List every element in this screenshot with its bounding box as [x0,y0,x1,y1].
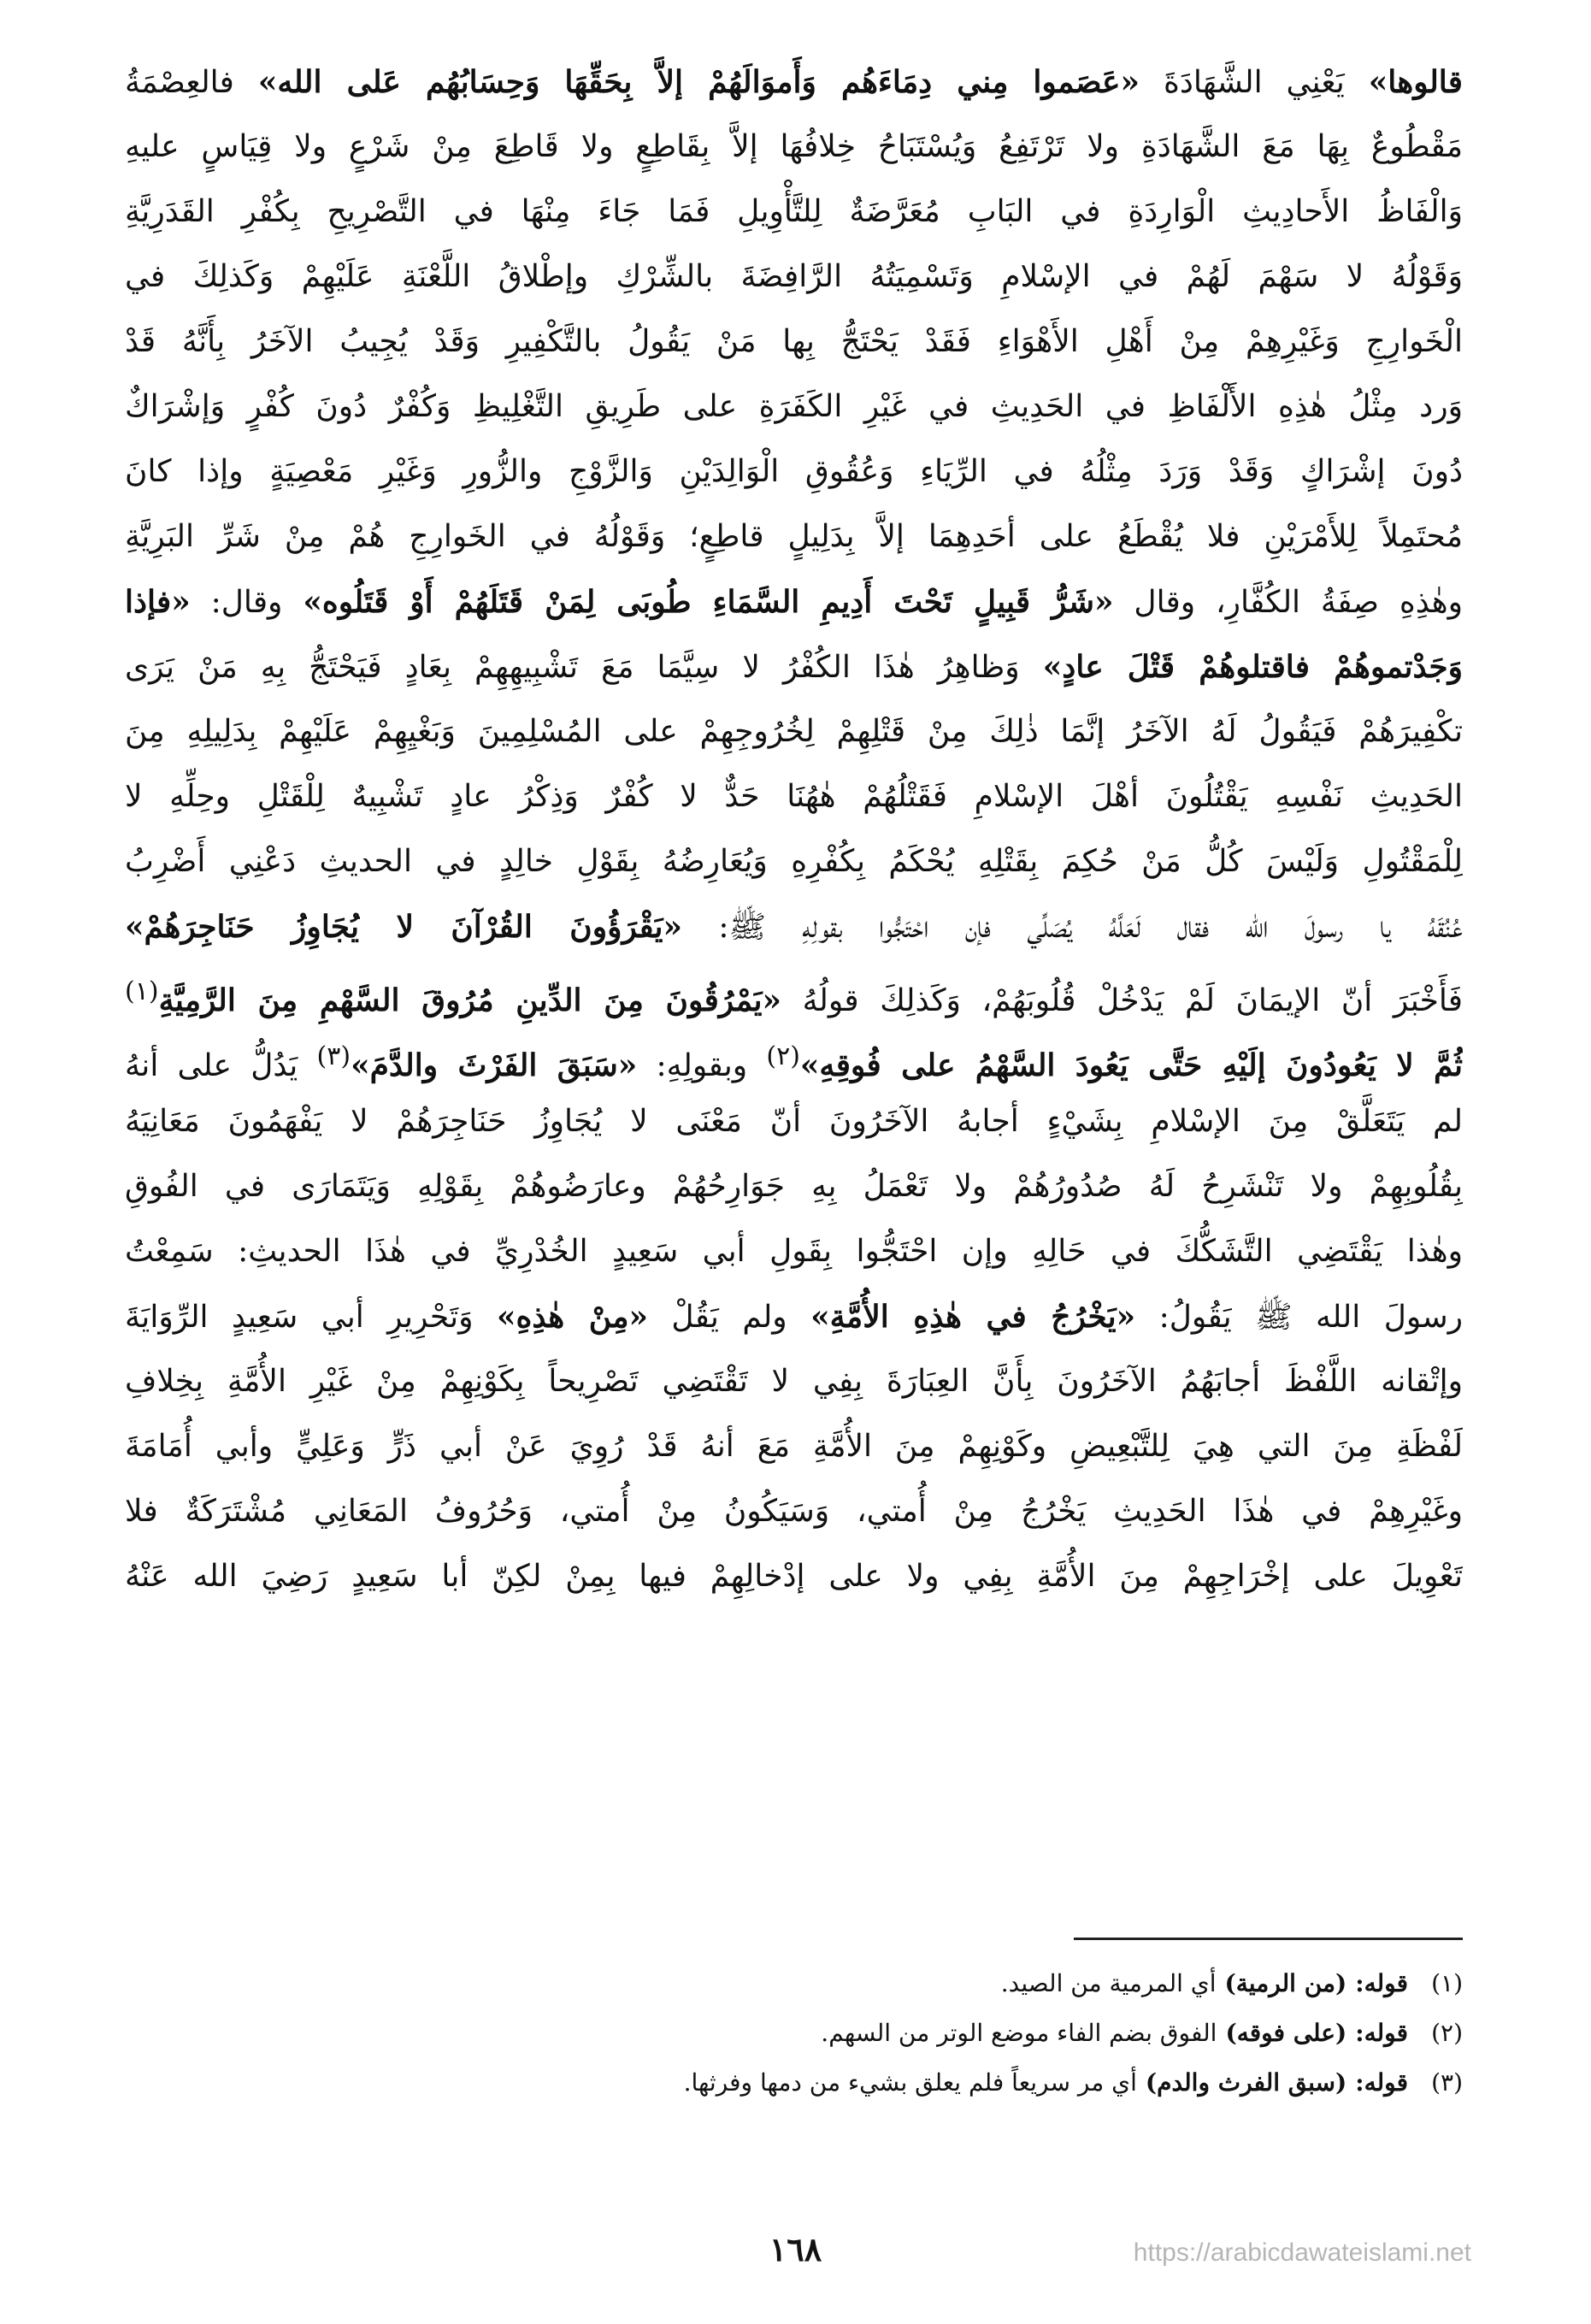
quote-text: وَجَدْتموهُمْ فاقتلوهُمْ قَتْلَ عادٍ» [1042,649,1463,685]
footnote-keyword: قوله: [1355,1968,1408,1997]
text-line [125,1219,1463,1284]
quote-text: «شَرُّ قَبِيلٍ تَحْتَ أَدِيمِ السَّمَاءِ طُوبَى لِمَنْ قَتَلَهُمْ أَوْ قَتَلُوه» [303,584,1114,620]
text-line [125,959,1463,1024]
body-text-segment: فَأَخْبَرَ أنّ الإيمَانَ لَمْ يَدْخُلْ قُلُوبَهُمْ، وَكَذلِكَ قولُهُ [781,983,1463,1018]
footnote-ref: (٢) [766,1041,800,1071]
body-text-segment: مَقْطُوعٌ بِهَا مَعَ الشَّهَادَةِ ولا تَرْتَفِعُ وَيُسْتَبَاحُ خِلافُهَا إلاَّ بِقَاطِعٍ ولا قَاطِعَ مِنْ شَرْعٍ ولا قِيَاسٍ عليهِ [125,129,1463,164]
body-text-segment: يَدُلُّ على أنهُ [125,1048,317,1083]
body-text-segment: الْخَوارِجِ وَغَيْرِهِمْ مِنْ أَهْلِ الأَهْوَاءِ فَقَدْ يَحْتَجُّ بِها مَنْ يَقُولُ بالتَّكْفِيرِ وَقَدْ يُجِيبُ الآخَرُ بِأَنَّهُ قَدْ [125,324,1463,359]
page-number: ١٦٨ [769,2230,822,2268]
footnote-keyword: قوله: [1355,2018,1408,2047]
text-line [125,1479,1463,1544]
body-text-segment: وغَيْرِهِمْ في هٰذَا الحَدِيثِ يَخْرُجُ مِنْ أُمتي، وَسَيَكُونُ مِنْ أُمتي، وَحُرُوفُ المَعَانِي مُشْتَرَكَةٌ فلا [125,1494,1463,1529]
body-text-segment: الحَدِيثِ نَفْسِهِ يَقْتُلُونَ أهْلَ الإسْلامِ فَقَتْلُهُمْ هٰهُنَا حَدٌّ لا كُفْرٌ وَذِكْرُ عادٍ تَشْبِيهٌ لِلْقَتْلِ وحِلِّهِ لا [125,779,1463,814]
body-text-segment: دُونَ إشْرَاكٍ وَقَدْ وَرَدَ مِثْلُهُ في الرِّيَاءِ وَعُقُوقِ الْوَالِدَيْنِ وَالزَّوْجِ والزُّورِ وَغَيْرِ مَعْصِيَةٍ وإذا كانَ [125,454,1463,489]
body-text-segment: تَعْوِيلَ على إخْرَاجِهِمْ مِنَ الأُمَّةِ بِفِي ولا على إدْخالِهِمْ فيها بِمِنْ لكِنّ أبا سَعِيدٍ رَضِيَ الله عَنْهُ [125,1559,1463,1594]
footnote-ref: (٣) [316,1041,351,1071]
footnote-keyword: قوله: [1355,2067,1408,2097]
body-text-segment: وَظاهِرُ هٰذَا الكُفْرُ لا سِيَّمَا مَعَ تَشْبِيهِهِمْ بِعَادٍ فَيَحْتَجُّ بِهِ مَنْ يَرَى [125,650,1043,685]
text-line [125,1154,1463,1219]
text-line [125,180,1463,245]
footnote-text: الفوق بضم الفاء موضع الوتر من السهم. [821,2018,1217,2047]
footnote-number: (٣) [1431,2067,1463,2097]
body-text-segment: وَرد مِثْلُ هٰذِهِ الأَلْفَاظِ في الحَدِيثِ في غَيْرِ الكَفَرَةِ على طَرِيقِ التَّغْلِيظِ وَكُفْرٌ دُونَ كُفْرٍ وَإشْرَاكٌ [125,389,1463,424]
text-line [125,1544,1463,1609]
text-line [125,1089,1463,1154]
text-line [125,634,1463,699]
footnote-term: (على فوقه) [1225,2018,1347,2047]
footnote-number: (٢) [1431,2018,1463,2047]
footnote-number: (١) [1431,1968,1463,1997]
footnote-text: أي مر سريعاً فلم يعلق بشيء من دمها وفرثها. [683,2067,1137,2097]
text-line [125,310,1463,375]
quote-text: «مِنْ هٰذِهِ» [497,1299,648,1335]
body-text-segment: رسولَ الله ﷺ يَقُولُ: [1135,1300,1463,1335]
body-text-segment: وهٰذِهِ صِفَةُ الكُفَّارِ، وقال [1113,585,1463,620]
body-text-segment: وَتَحْرِيرِ أبي سَعِيدٍ الرِّوَايَةَ [125,1300,498,1335]
body-text-segment: وَالْفَاظُ الأَحادِيثِ الْوَارِدَةِ في البَابِ مُعَرَّضَةٌ لِلتَّأْوِيلِ فَمَا جَاءَ مِنْهَا في التَّصْرِيحِ بِكُفْرِ القَدَرِيَّةِ [125,194,1463,229]
body-text-segment: وقال: [190,585,303,620]
body-text-segment: بِقُلُوبِهِمْ ولا تَنْشَرِحُ لَهُ صُدُورُهُمْ ولا تَعْمَلُ بِهِ جَوَارِحُهُمْ وعارَضُوهُمْ بِقَوْلِهِ وَيَتَمَارَى في الفُوقِ [125,1169,1463,1204]
body-text-segment: عُنُقَهُ يا رسولَ الله فقال لَعَلَّهُ يُصَلِّي فإن احْتَجُّوا بقولِهِ ﷺ: [682,910,1463,945]
text-line [125,439,1463,504]
footnote-separator [1074,1938,1463,1940]
text-line [125,50,1463,115]
footnote-term: (من الرمية) [1224,1968,1347,1997]
footnote [125,2008,1463,2057]
text-line [125,115,1463,180]
main-text [125,50,1463,1609]
footnotes [125,1958,1463,2107]
text-line [125,699,1463,764]
quote-text: «يَخْرُجُ في هٰذِهِ الأُمَّةِ» [810,1299,1136,1335]
text-line [125,764,1463,829]
quote-text: «سَبَقَ الفَرْثَ والدَّمَ» [351,1047,638,1083]
text-line [125,1024,1463,1089]
body-text-segment: وإتْقانه اللَّفْظَ أجابَهُمُ الآخَرُونَ بِأَنَّ العِبَارَةَ بِفِي لا تَقْتَضِي تَصْرِيحاً بِكَوْنِهِمْ مِنْ غَيْرِ الأُمَّةِ بِخِلافِ [125,1364,1463,1399]
footnote [125,2057,1463,2107]
text-line [125,1284,1463,1349]
quote-text: قالوها» [1368,64,1463,100]
body-text-segment: تكْفِيرَهُمْ فَيَقُولُ لَهُ الآخَرُ إنَّمَا ذٰلِكَ مِنْ قَتْلِهِمْ لِخُرُوجِهِمْ على المُسْلِمِينَ وَبَغْيِهِمْ عَلَيْهِمْ بِدَلِيلِهِ مِنَ [125,714,1463,749]
text-line [125,1349,1463,1414]
body-text-segment: لَفْظَةِ مِنَ التي هِيَ لِلتَّبْعِيضِ وكَوْنِهِمْ مِنَ الأُمَّةِ مَعَ أنهُ قَدْ رُوِيَ عَنْ أبي ذَرٍّ وَعَلِيٍّ وأبي أُمَامَةَ [125,1429,1463,1464]
quote-text: «عَصَموا مِني دِمَاءَهُم وَأَموَالَهُمْ إلاَّ بِحَقِّهَا وَحِسَابُهُم عَلى الله» [257,64,1140,100]
footnote [125,1958,1463,2008]
text-line [125,375,1463,439]
text-line [125,569,1463,634]
text-line [125,894,1463,959]
body-text-segment: لم يَتَعَلَّقْ مِنَ الإسْلامِ بِشَيْءٍ أجابهُ الآخَرُونَ أنّ مَعْنَى لا يُجَاوِزُ حَنَاجِرَهُمْ لا يَفْهَمُونَ مَعَانِيَهُ [125,1104,1463,1139]
body-text-segment: لِلْمَقْتُولِ وَلَيْسَ كُلُّ مَنْ حُكِمَ بِقَتْلِهِ يُحْكَمُ بِكُفْرِهِ وَيُعَارِضُهُ بِقَوْلِ خالِدٍ في الحديثِ دَعْنِي أَضْرِبُ [125,844,1463,879]
body-text-segment: ولم يَقُلْ [647,1300,811,1335]
text-line [125,504,1463,569]
text-line [125,245,1463,310]
body-text-segment: وَقَوْلُهُ لا سَهْمَ لَهُمْ في الإسْلامِ وَتَسْمِيَتُهُ الرَّافِضَةَ بالشِّرْكِ وإطْلاقُ اللَّعْنَةِ عَلَيْهِمْ وَكَذلِكَ في [125,259,1463,294]
body-text-segment: وهٰذا يَقْتَضِي التَّشَكُّكَ في حَالِهِ وإن احْتَجُّوا بِقَولِ أبي سَعِيدٍ الخُدْرِيِّ في هٰذَا الحديثِ: سَمِعْتُ [125,1234,1463,1269]
footnote-text: أي المرمية من الصيد. [1000,1968,1217,1997]
body-text-segment: فالعِصْمَةُ [125,65,258,100]
footnote-term: (سبق الفرث والدم) [1145,2067,1347,2097]
text-line [125,1414,1463,1479]
body-text-segment: يَعْنِي الشَّهَادَةَ [1140,65,1369,100]
footnote-ref: (١) [125,976,159,1006]
text-line [125,829,1463,894]
body-text-segment: مُحتَمِلاً لِلأَمْرَيْنِ فلا يُقْطَعُ على أحَدِهِمَا إلاَّ بِدَلِيلٍ قاطِعٍ؛ وَقَوْلُهُ في الخَوارِجِ هُمْ مِنْ شَرِّ البَرِيَّةِ [125,519,1463,554]
quote-text: «يَمْرُقُونَ مِنَ الدِّينِ مُرُوقَ السَّهْمِ مِنَ الرَّمِيَّةِ [158,982,781,1018]
quote-text: ثُمَّ لا يَعُودُونَ إلَيْهِ حَتَّى يَعُودَ السَّهْمُ على فُوقِهِ» [799,1047,1463,1083]
watermark-url: https://arabicdawateislami.net [1133,2238,1471,2267]
quote-text: «يَقْرَؤُونَ القُرْآنَ لا يُجَاوِزُ حَنَاجِرَهُمْ» [125,909,683,945]
quote-text: «فإذا [125,584,191,620]
body-text-segment: وبقولِهِ: [637,1048,767,1083]
